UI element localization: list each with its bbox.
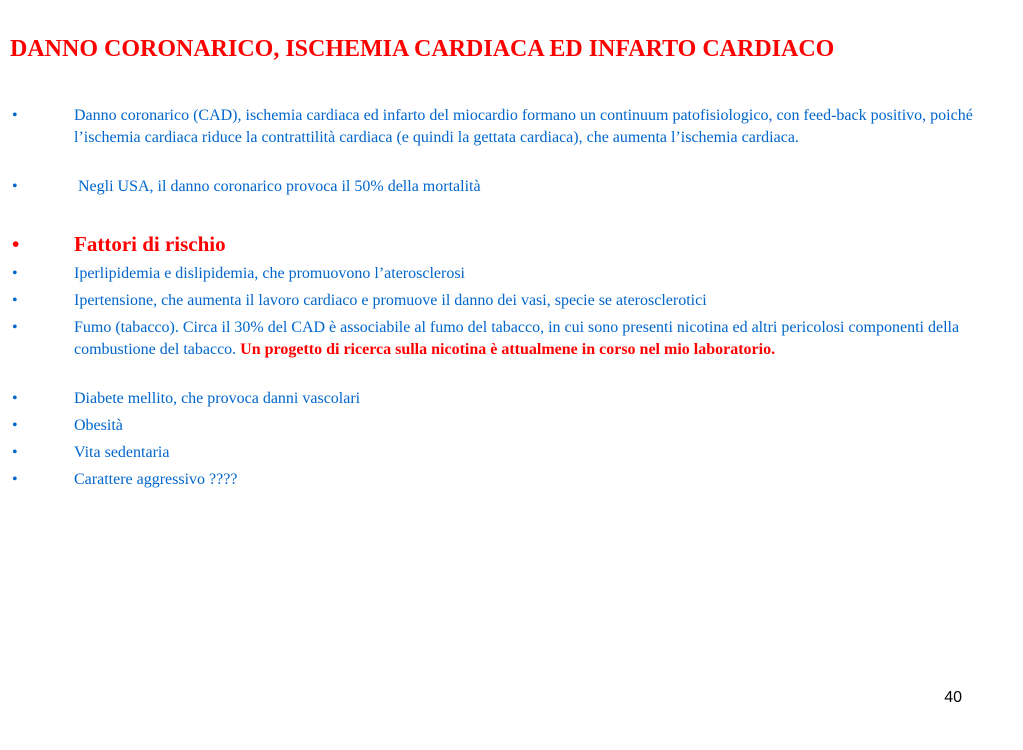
slide-title: DANNO CORONARICO, ISCHEMIA CARDIACA ED INFARTO CARDIACO — [10, 36, 835, 62]
bullet-text: Vita sedentaria — [74, 444, 170, 461]
bullet-icon: • — [12, 107, 18, 124]
bullet-icon: • — [12, 390, 18, 407]
bullet-icon: • — [12, 444, 18, 461]
bullet-text-main: Fumo (tabacco). Circa il 30% del CAD è associabile al fumo del tabacco, in cui sono presenti nicotina ed altri pericolosi componenti della combustione del tabacco. — [74, 319, 960, 358]
bullet-text — [74, 317, 989, 361]
bullet-text: Iperlipidemia e dislipidemia, che promuovono l’aterosclerosi — [74, 265, 465, 282]
bullet-icon: • — [12, 232, 20, 256]
bullet-icon: • — [12, 319, 18, 336]
bullet-icon: • — [12, 292, 18, 309]
bullet-text: Negli USA, il danno coronarico provoca il 50% della mortalità — [74, 178, 481, 195]
bullet-icon: • — [12, 178, 18, 195]
bullet-icon: • — [12, 417, 18, 434]
bullet-text: Ipertensione, che aumenta il lavoro cardiaco e promuove il danno dei vasi, specie se aterosclerotici — [74, 292, 707, 309]
section-heading: Fattori di rischio — [74, 232, 226, 256]
bullet-text: Diabete mellito, che provoca danni vascolari — [74, 390, 361, 407]
bullet-text: Danno coronarico (CAD), ischemia cardiaca ed infarto del miocardio formano un continuum patofisiologico, con feed-back positivo, poiché l’ischemia cardiaca riduce la contrattilità cardiaca (e quindi la gettata cardiaca), che aumenta l’ischemia cardiaca. — [74, 107, 973, 146]
bullet-text: Obesità — [74, 417, 123, 434]
bullet-text: Carattere aggressivo ???? — [74, 471, 238, 488]
bullet-icon: • — [12, 471, 18, 488]
bullet-icon: • — [12, 265, 18, 282]
research-highlight: Un progetto di ricerca sulla nicotina è attualmene in corso nel mio laboratorio. — [240, 341, 776, 358]
page-number: 40 — [944, 689, 962, 706]
